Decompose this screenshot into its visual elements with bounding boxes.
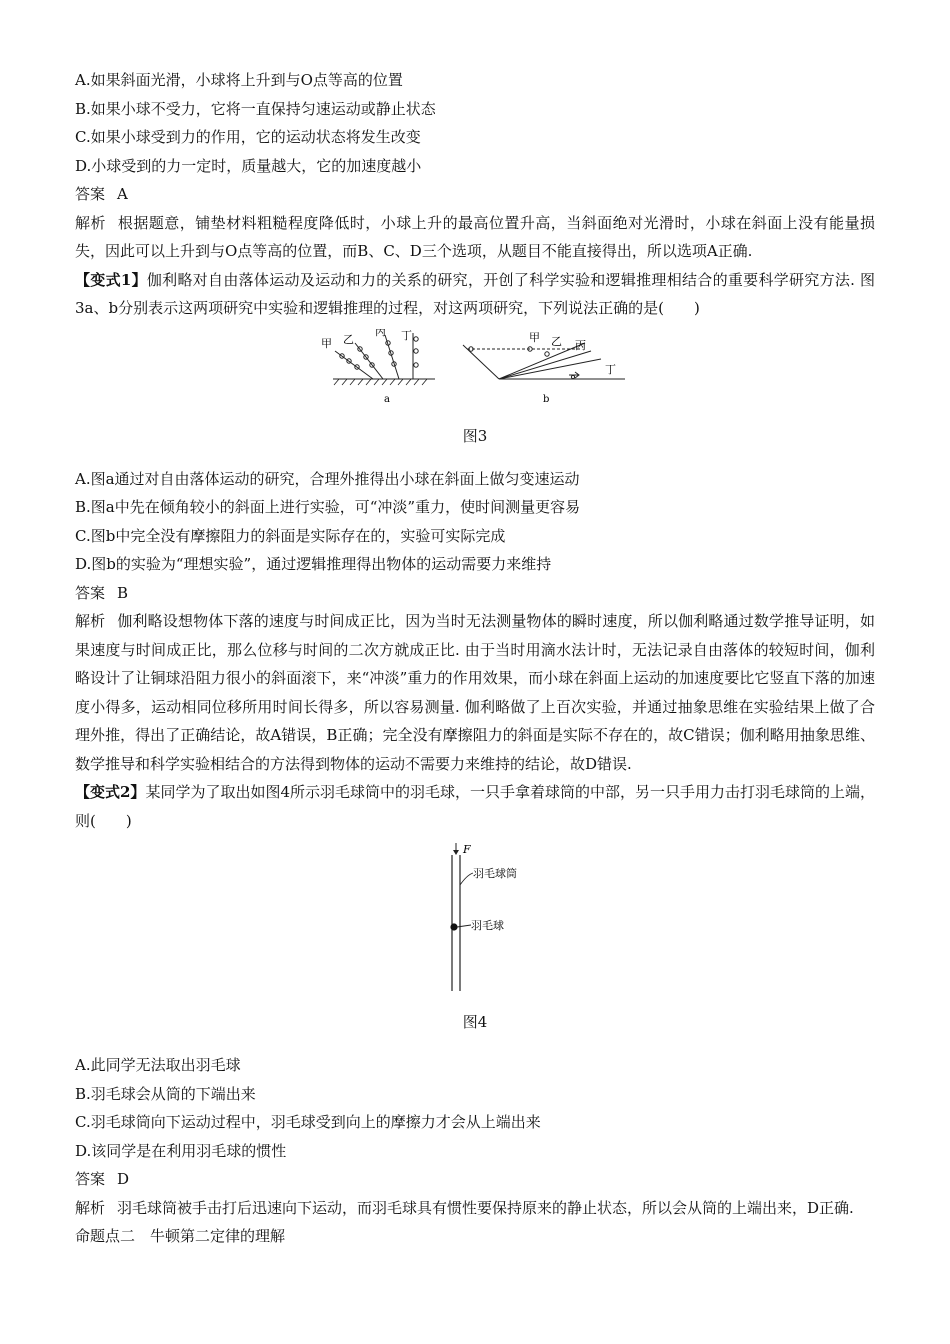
analysis-label: 解析 (75, 1198, 106, 1217)
figure-4-caption: 图4 (462, 1013, 488, 1031)
shuttlecock-icon (450, 923, 457, 930)
fig3a-label-bing: 丙 (375, 328, 386, 338)
variant2-option-d: D.该同学是在利用羽毛球的惯性 (75, 1141, 287, 1160)
figure-3 (315, 329, 635, 407)
fig3b-sub-label: b (543, 393, 550, 405)
q1-analysis (75, 209, 875, 266)
badminton-tube (452, 855, 460, 991)
fig3b-label-ding: 丁 (605, 362, 616, 376)
force-label: F (463, 843, 471, 856)
variant1-option-d: D.图b的实验为“理想实验”，通过逻辑推理得出物体的运动需要力来维持 (75, 555, 552, 573)
fig3b-label-jia: 甲 (529, 330, 540, 344)
fig3a-sub-label: a (384, 393, 390, 405)
answer-value: B (117, 583, 129, 602)
q1-option-d: D.小球受到的力一定时，质量越大，它的加速度越小 (75, 156, 422, 175)
analysis-label: 解析 (75, 213, 106, 232)
fig3b-label-bing: 丙 (575, 338, 586, 352)
fig3a-label-yi: 乙 (343, 332, 354, 346)
variant1-option-a: A.图a通过对自由落体运动的研究，合理外推得出小球在斜面上做匀变速运动 (75, 469, 580, 488)
section-heading: 命题点二 牛顿第二定律的理解 (75, 1227, 286, 1245)
document-page (75, 66, 875, 1251)
figure-3-diagram (315, 329, 635, 407)
ball-label: 羽毛球 (471, 919, 504, 932)
force-arrow-icon (453, 843, 459, 855)
q1-option-c: C.如果小球受到力的作用，它的运动状态将发生改变 (75, 128, 421, 146)
variant2-tag: 【变式2】 (75, 783, 146, 801)
variant2-answer (75, 1165, 875, 1194)
variant2-stem (75, 778, 875, 835)
variant2-stem-text: 某同学为了取出如图4所示羽毛球筒中的羽毛球，一只手拿着球筒的中部，另一只手用力击打羽毛球筒的上端，则( ) (75, 783, 875, 830)
figure-3b (463, 343, 625, 379)
answer-label: 答案 (75, 1170, 106, 1188)
q1-option-b: B.如果小球不受力，它将一直保持匀速运动或静止状态 (75, 99, 436, 118)
variant2-option-c: C.羽毛球筒向下运动过程中，羽毛球受到向上的摩擦力才会从上端出来 (75, 1113, 541, 1131)
answer-label: 答案 (75, 583, 106, 602)
q1-option-a: A.如果斜面光滑，小球将上升到与O点等高的位置 (75, 71, 403, 89)
tube-label: 羽毛球筒 (473, 867, 517, 880)
tube-leader-line (460, 873, 473, 885)
analysis-text: 伽利略设想物体下落的速度与时间成正比，因为当时无法测量物体的瞬时速度，所以伽利略通过数学推导证明，如果速度与时间成正比，那么位移与时间的二次方就成正比. 由于当时用滴水法计时，无法记录自由落体的较短时间，伽利略设计了让铜球沿阻力很小的斜面滚下，来“冲淡”重力的作用效果，而小球在斜面上运动的加速度要比它竖直下落的加速度小得多，运动相同位移所用时间长得多，所以容易测量. 伽利略做了上百次实验，并通过抽象思维在实验结果上做了合理外推，得出了正确结论，故A错误，B正确；完全没有摩擦阻力的斜面是实际不存在的，故C错误；伽利略用抽象思维、数学推导和科学实验相结合的方法得到物体的运动不需要力来维持的结论，故D错误. (75, 612, 875, 773)
fig3a-label-jia: 甲 (321, 336, 332, 350)
variant1-tag: 【变式1】 (75, 270, 147, 289)
answer-value: A (117, 185, 128, 203)
figure-4-diagram (415, 841, 535, 993)
answer-value: D (117, 1170, 130, 1188)
fig3b-label-yi: 乙 (551, 334, 562, 348)
analysis-text: 羽毛球筒被手击打后迅速向下运动，而羽毛球具有惯性要保持原来的静止状态，所以会从筒的上端出来，D正确. (117, 1198, 854, 1217)
fig3a-label-ding: 丁 (401, 328, 412, 342)
analysis-text: 根据题意，铺垫材料粗糙程度降低时，小球上升的最高位置升高，当斜面绝对光滑时，小球在斜面上没有能量损失，因此可以上升到与O点等高的位置，而B、C、D三个选项，从题目不能直接得出，所以选项A正确. (75, 213, 875, 260)
answer-label: 答案 (75, 185, 106, 203)
variant2-analysis (75, 1194, 875, 1223)
variant1-stem-text: 伽利略对自由落体运动及运动和力的关系的研究，开创了科学实验和逻辑推理相结合的重要科学研究方法. 图3a、b分别表示这两项研究中实验和逻辑推理的过程，对这两项研究，下列说法正确的是( ) (75, 270, 876, 317)
variant1-stem (75, 266, 875, 323)
variant1-answer (75, 579, 875, 608)
analysis-label: 解析 (75, 612, 106, 630)
variant1-analysis (75, 607, 875, 778)
variant1-option-c: C.图b中完全没有摩擦阻力的斜面是实际存在的，实验可实际完成 (75, 526, 506, 545)
variant2-option-a: A.此同学无法取出羽毛球 (75, 1056, 241, 1074)
figure-3-caption: 图3 (462, 426, 488, 445)
variant1-option-b: B.图a中先在倾角较小的斜面上进行实验，可“冲淡”重力，使时间测量更容易 (75, 498, 581, 516)
q1-answer (75, 180, 875, 209)
variant2-option-b: B.羽毛球会从筒的下端出来 (75, 1084, 256, 1103)
ball-leader-line (457, 925, 471, 927)
figure-4 (415, 841, 535, 993)
